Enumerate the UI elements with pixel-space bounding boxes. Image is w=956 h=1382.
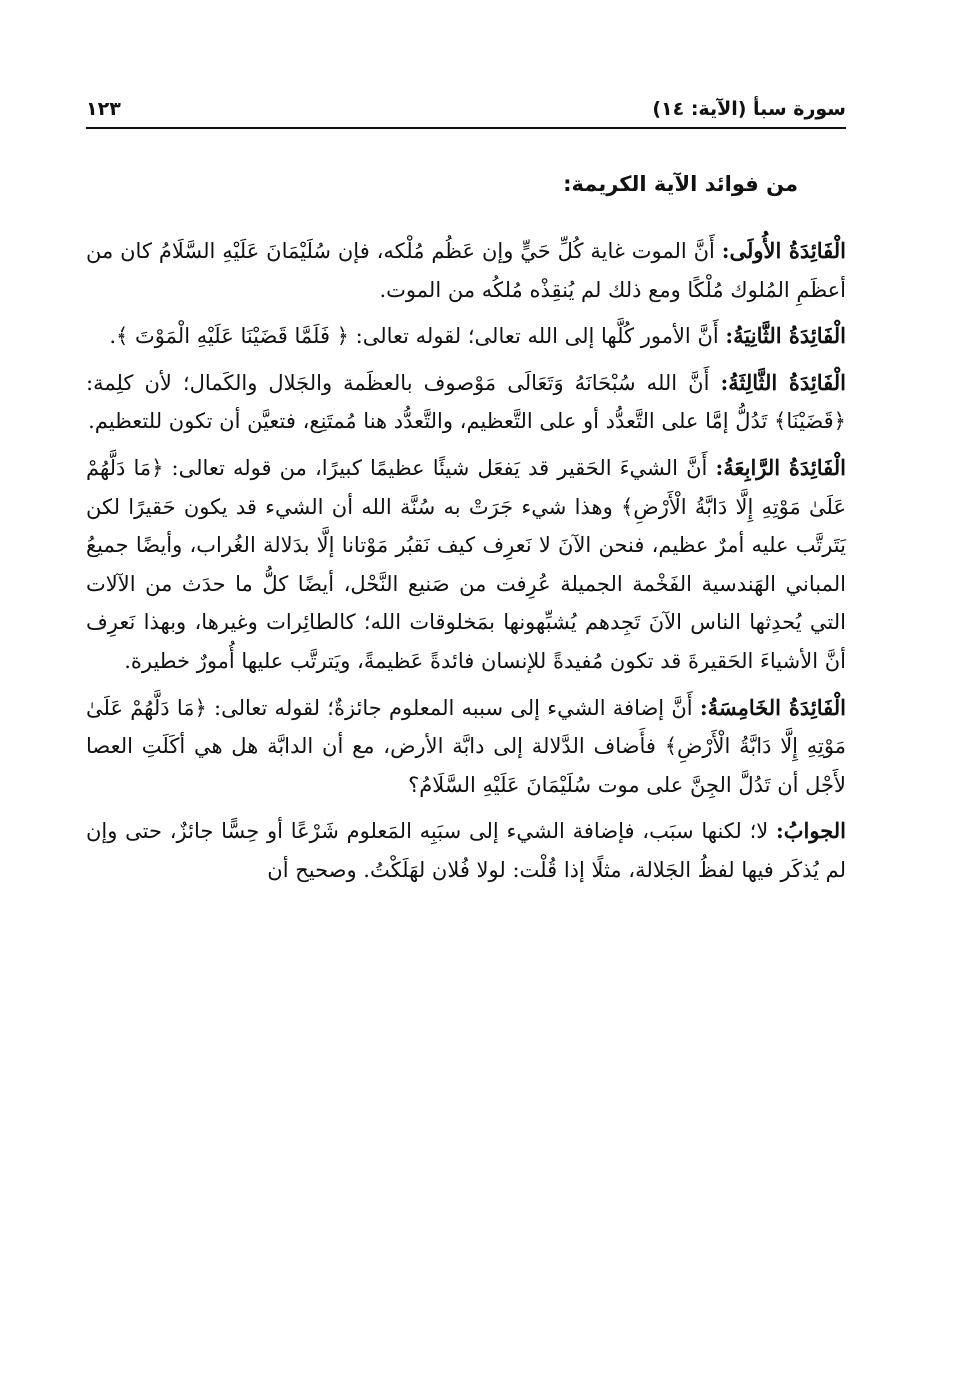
paragraph-term: الْفَائِدَةُ الثَّانِيَةُ: xyxy=(725,323,846,349)
paragraph xyxy=(86,812,846,889)
page-number: ١٢٣ xyxy=(86,98,121,120)
paragraph-term: الْفَائِدَةُ الرَّابِعَةُ: xyxy=(715,454,846,480)
paragraph-text: أَنَّ إضافة الشيء إلى سببه المعلوم جائزةٌ؛ لقوله تعالى: ﴿مَا دَلَّهُمْ عَلَىٰ مَوْتِهِ إِلَّا دَابَّةُ الْأَرْضِ﴾ فأَضاف الدَّلالة إلى دابَّة الأرض، مع أن الدابَّة هل هي أكَلَتِ العصا لأَجْل أن تَدُلَّ الجِنَّ على موت سُلَيْمَانَ عَلَيْهِ السَّلَامُ؟ xyxy=(86,695,846,797)
paragraph-term: الْفَائِدَةُ الثَّالِثَةُ: xyxy=(720,369,846,395)
section-title: من فوائد الآية الكريمة: xyxy=(563,172,798,196)
paragraph xyxy=(86,317,846,356)
paragraph-text: أَنَّ الله سُبْحَانَهُ وَتَعَالَى مَوْصوف بالعظَمة والجَلال والكَمال؛ لأن كلِمة: ﴿قَضَيْنَا﴾ تَدُلُّ إمَّا على التَّعدُّد أو على التَّعظيم، والتَّعدُّد هنا مُمتَنِع، فتعيَّن أن تكون للتعظيم. xyxy=(86,370,846,434)
paragraph xyxy=(86,689,846,805)
paragraph-term: الجوابُ: xyxy=(776,818,846,844)
running-title: سورة سبأ (الآية: ١٤) xyxy=(652,98,846,120)
paragraph-text: أَنَّ الأمور كُلَّها إلى الله تعالى؛ لقوله تعالى: ﴿ فَلَمَّا قَضَيْنَا عَلَيْهِ الْمَوْتَ ﴾. xyxy=(109,324,726,349)
paragraph-text: لا؛ لكنها سبَب، فإضافة الشيء إلى سبَبِه المَعلوم شَرْعًا أو حِسًّا جائزٌ، حتى وإن لم يُذكَر فيها لفظُ الجَلالة، مثلًا إذا قُلْت: لولا فُلان لهَلَكْتُ. وصحيح أن xyxy=(86,819,846,882)
paragraph-text: أَنَّ الموت غاية كُلِّ حَيٍّ وإن عَظُم مُلْكه، فإن سُلَيْمَانَ عَلَيْهِ السَّلَامُ كان من أعظَمِ المُلوك مُلْكًا ومع ذلك لم يُنقِذْه مُلكُه من الموت. xyxy=(86,239,846,302)
header-rule xyxy=(86,127,846,129)
page-header xyxy=(86,92,846,126)
paragraph xyxy=(86,449,846,681)
paragraph xyxy=(86,232,846,309)
paragraph-term: الْفَائِدَةُ الخَامِسَةُ: xyxy=(699,694,846,720)
paragraph-term: الْفَائِدَةُ الأُولَى: xyxy=(721,238,846,263)
paragraph-text: أَنَّ الشيءَ الحَقير قد يَفعَل شيئًا عظيمًا كبيرًا، من قوله تعالى: ﴿مَا دَلَّهُمْ عَلَىٰ مَوْتِهِ إِلَّا دَابَّةُ الْأَرْضِ﴾ وهذا شيء جَرَتْ به سُنَّة الله أن الشيء قد يكون حَقيرًا لكن يَتَرتَّب عليه أمرٌ عظيم، فنحن الآنَ لا نَعرِف كيف نَقبُر مَوْتانا إلَّا بدَلالة الغُراب، وأيضًا جميعُ المباني الهَندسية الفَخْمة الجميلة عُرِفت من صَنيع النَّحْل، أيضًا كلُّ ما حدَث من الآلات التي يُحدِثها الناس الآنَ تَجِدهم يُشبِّهونها بمَخلوقات الله؛ كالطائِرات وغيرها، وبهذا نَعرِف أنَّ الأشياءَ الحَقيرةَ قد تكون مُفيدةً للإنسان فائدةً عَظيمةً، ويَترتَّب عليها أُمورٌ خطيرة. xyxy=(86,455,846,673)
paragraph xyxy=(86,364,846,441)
body-text xyxy=(86,232,846,898)
